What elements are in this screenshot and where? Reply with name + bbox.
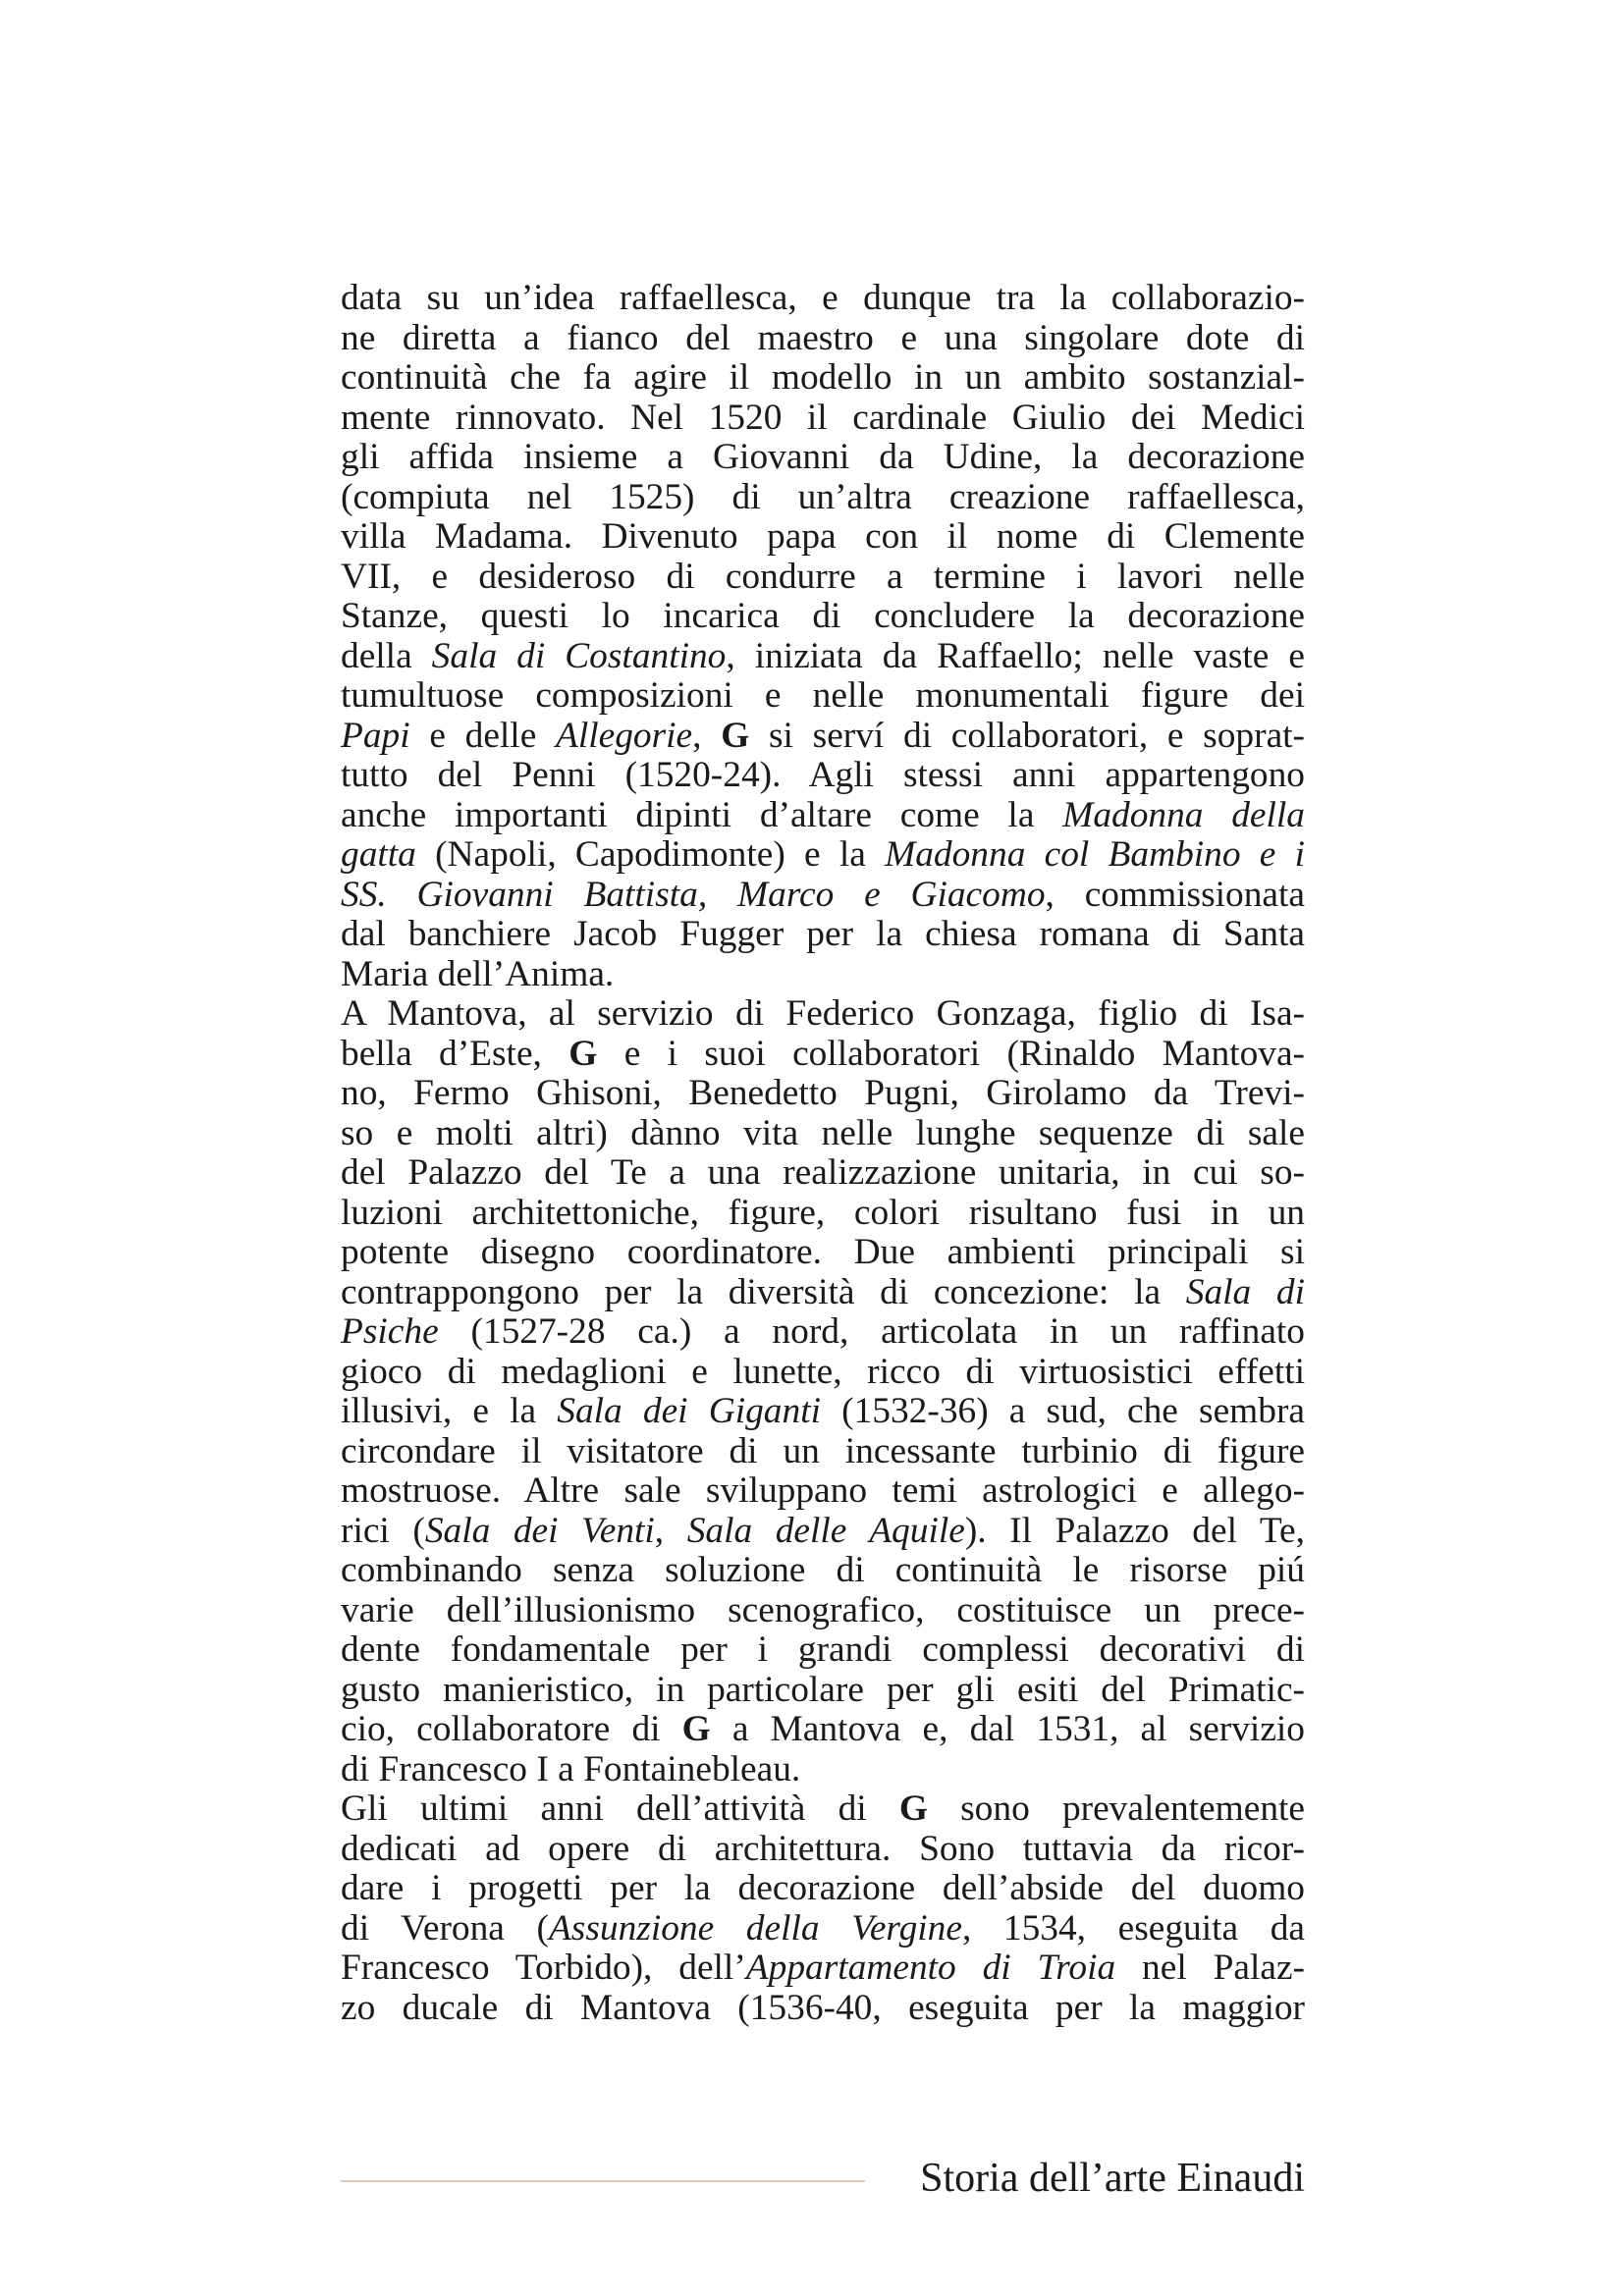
artwork-title: Madonna col Bambino e i [885, 834, 1305, 875]
text-line: gli affida insieme a Giovanni da Udine, la decorazione [341, 437, 1305, 477]
artwork-title: Sala delle Aquile [686, 1510, 965, 1551]
artwork-title: SS. Giovanni Battista, Marco e Giacomo [341, 874, 1046, 915]
text-line: VII, e desideroso di condurre a termine i lavori nelle [341, 556, 1305, 597]
text-line: tumultuose composizioni e nelle monumentali figure dei [341, 675, 1305, 716]
text-line: di Verona (Assunzione della Vergine, 1534, eseguita da [341, 1907, 1306, 1949]
artist-initial: G [568, 1033, 598, 1074]
text-line: so e molti altri) dànno vita nelle lunghe sequenze di sale [341, 1112, 1305, 1153]
text-line: gatta (Napoli, Capodimonte) e la Madonna col Bambino e i [341, 834, 1305, 875]
artwork-title: Appartamento di Troia [745, 1948, 1116, 1988]
text-line: zo ducale di Mantova (1536-40, eseguita per la maggior [341, 1987, 1305, 2028]
text-line: della Sala di Costantino, iniziata da Raffaello; nelle vaste e [341, 635, 1305, 676]
text-line: mostruose. Altre sale sviluppano temi astrologici e allego- [341, 1470, 1305, 1511]
text-line: data su un’idea raffaellesca, e dunque tra la collaborazio- [341, 278, 1305, 318]
text-line: mente rinnovato. Nel 1520 il cardinale Giulio dei Medici [341, 397, 1305, 438]
text-line: illusivi, e la Sala dei Giganti (1532-36) a sud, che sembra [341, 1391, 1306, 1431]
text-line: A Mantova, al servizio di Federico Gonzaga, figlio di Isa- [341, 993, 1305, 1034]
text-line: varie dell’illusionismo scenografico, costituisce un prece- [341, 1589, 1305, 1630]
text-line: dare i progetti per la decorazione dell’abside del duomo [341, 1868, 1305, 1908]
artwork-title: Madonna della [1062, 794, 1305, 835]
text-line: Francesco Torbido), dell’Appartamento di Troia nel Palaz- [341, 1948, 1305, 1988]
artwork-title: Assunzione della Vergine [548, 1907, 962, 1949]
text-line: potente disegno coordinatore. Due ambienti principali si [341, 1232, 1305, 1272]
artist-initial: G [681, 1709, 711, 1749]
text-line: ne diretta a fianco del maestro e una singolare dote di [341, 317, 1305, 358]
text-line: gusto manieristico, in particolare per gli esiti del Primatic- [341, 1669, 1305, 1710]
text-line: villa Madama. Divenuto papa con il nome di Clemente [341, 516, 1305, 557]
text-line: bella d’Este, G e i suoi collaboratori (Rinaldo Mantova- [341, 1033, 1306, 1074]
text-line: dedicati ad opere di architettura. Sono tuttavia da ricor- [341, 1828, 1305, 1869]
artwork-title: Psiche [341, 1311, 439, 1352]
artist-initial: G [898, 1789, 928, 1829]
artwork-title: Sala dei Giganti [557, 1391, 821, 1431]
text-line: Psiche (1527-28 ca.) a nord, articolata in un raffinato [341, 1311, 1305, 1352]
text-line: no, Fermo Ghisoni, Benedetto Pugni, Girolamo da Trevi- [341, 1073, 1305, 1113]
text-line: circondare il visitatore di un incessante turbinio di figure [341, 1430, 1305, 1471]
artwork-title: Papi [341, 715, 410, 756]
text-line: luzioni architettoniche, figure, colori risultano fusi in un [341, 1192, 1305, 1233]
footer-title: Storia dell’arte Einaudi [920, 2156, 1305, 2201]
text-line: gioco di medaglioni e lunette, ricco di virtuosistici effetti [341, 1351, 1305, 1392]
text-line: cio, collaboratore di G a Mantova e, dal 1531, al servizio [341, 1709, 1306, 1749]
artwork-title: gatta [341, 834, 416, 875]
text-line: di Francesco I a Fontainebleau. [341, 1748, 801, 1789]
text-line: SS. Giovanni Battista, Marco e Giacomo, commissionata [341, 874, 1306, 915]
text-line: contrappongono per la diversità di concezione: la Sala di [341, 1271, 1306, 1312]
artwork-title: Allegorie [556, 715, 693, 756]
text-line: dal banchiere Jacob Fugger per la chiesa romana di Santa [341, 914, 1305, 954]
text-line: anche importanti dipinti d’altare come la Madonna della [341, 794, 1305, 835]
text-line: (compiuta nel 1525) di un’altra creazione raffaellesca, [341, 476, 1305, 517]
text-line: rici (Sala dei Venti, Sala delle Aquile). Il Palazzo del Te, [341, 1510, 1306, 1551]
artwork-title: Sala di [1185, 1271, 1306, 1312]
body-text [341, 279, 1305, 2028]
artist-initial: G [721, 715, 750, 756]
text-line: tutto del Penni (1520-24). Agli stessi anni appartengono [341, 755, 1305, 795]
text-line: combinando senza soluzione di continuità le risorse piú [341, 1550, 1305, 1590]
text-line: dente fondamentale per i grandi complessi decorativi di [341, 1629, 1305, 1670]
text-line: Stanze, questi lo incarica di concludere la decorazione [341, 596, 1305, 636]
footer-rule [341, 2180, 865, 2182]
text-line: del Palazzo del Te a una realizzazione unitaria, in cui so- [341, 1152, 1305, 1193]
artwork-title: Sala dei Venti [424, 1510, 655, 1551]
text-line: continuità che fa agire il modello in un ambito sostanzial- [341, 357, 1305, 398]
text-line: Papi e delle Allegorie, G si serví di collaboratori, e soprat- [341, 715, 1306, 756]
text-line: Maria dell’Anima. [341, 953, 615, 994]
artwork-title: Sala di Costantino [431, 635, 727, 676]
text-line: Gli ultimi anni dell’attività di G sono prevalentemente [341, 1789, 1305, 1829]
